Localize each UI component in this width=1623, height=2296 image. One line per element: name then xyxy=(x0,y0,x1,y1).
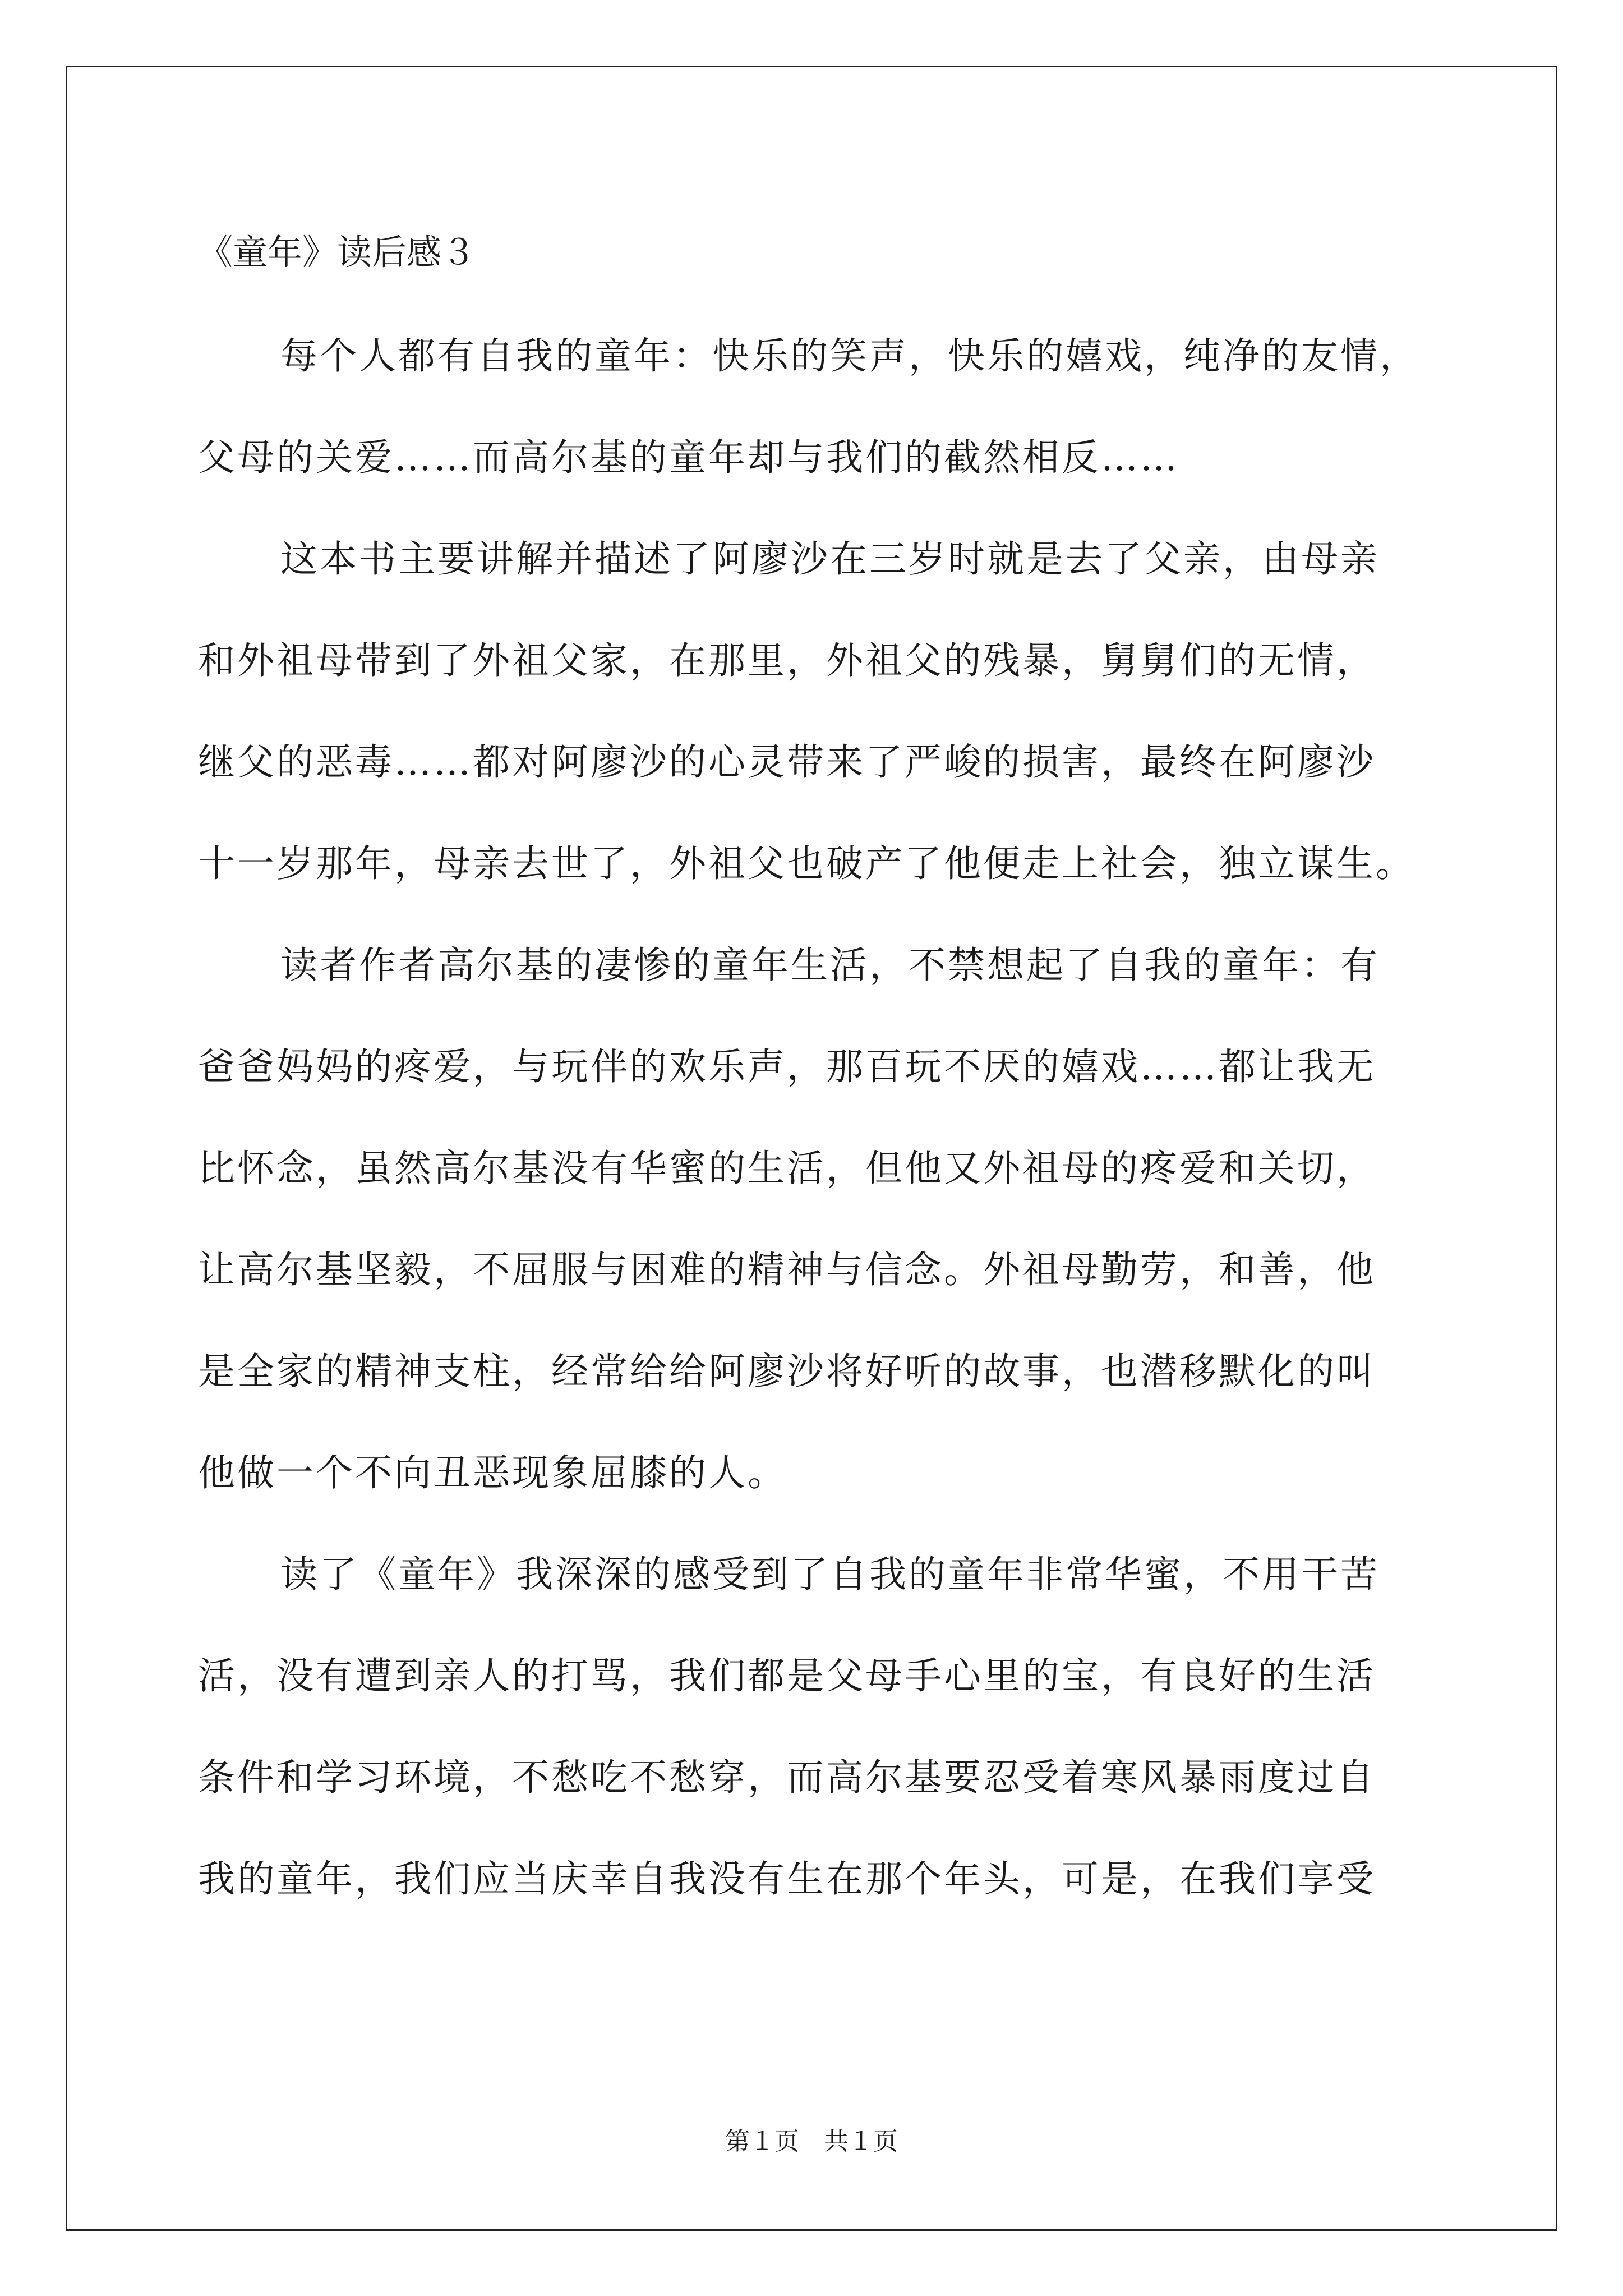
paragraph-1-line-1: 每个人都有自我的童年：快乐的笑声，快乐的嬉戏，纯净的友情， xyxy=(280,334,1419,378)
paragraph-4-line-1: 读了《童年》我深深的感受到了自我的童年非常华蜜，不用干苦 xyxy=(280,1553,1380,1596)
paragraph-3-line-1: 读者作者高尔基的凄惨的童年生活，不禁想起了自我的童年：有 xyxy=(280,944,1380,987)
paragraph-3-line-4: 让高尔基坚毅，不屈服与困难的精神与信念。外祖母勤劳，和善，他 xyxy=(198,1248,1376,1291)
paragraph-2-line-2: 和外祖母带到了外祖父家，在那里，外祖父的残暴，舅舅们的无情， xyxy=(198,639,1376,682)
paragraph-4-line-3: 条件和学习环境，不愁吃不愁穿，而高尔基要忍受着寒风暴雨度过自 xyxy=(198,1756,1376,1799)
paragraph-3-line-2: 爸爸妈妈的疼爱，与玩伴的欢乐声，那百玩不厌的嬉戏……都让我无 xyxy=(198,1045,1376,1088)
paragraph-2-line-1: 这本书主要讲解并描述了阿廖沙在三岁时就是去了父亲，由母亲 xyxy=(280,537,1380,581)
paragraph-4-line-4: 我的童年，我们应当庆幸自我没有生在那个年头，可是，在我们享受 xyxy=(198,1857,1376,1901)
paragraph-4-line-2: 活，没有遭到亲人的打骂，我们都是父母手心里的宝，有良好的生活 xyxy=(198,1654,1376,1697)
paragraph-2-line-3: 继父的恶毒……都对阿廖沙的心灵带来了严峻的损害，最终在阿廖沙 xyxy=(198,740,1376,784)
paragraph-2-line-4: 十一岁那年，母亲去世了，外祖父也破产了他便走上社会，独立谋生。 xyxy=(198,842,1415,885)
paragraph-3-line-6: 他做一个不向丑恶现象屈膝的人。 xyxy=(198,1451,787,1494)
paragraph-3-line-3: 比怀念，虽然高尔基没有华蜜的生活，但他又外祖母的疼爱和关切， xyxy=(198,1147,1376,1190)
document-title: 《童年》读后感３ xyxy=(198,232,477,273)
page-footer: 第１页 共１页 xyxy=(725,2127,898,2156)
paragraph-3-line-5: 是全家的精神支柱，经常给给阿廖沙将好听的故事，也潜移默化的叫 xyxy=(198,1350,1376,1393)
paragraph-1-line-2: 父母的关爱……而高尔基的童年却与我们的截然相反…… xyxy=(198,436,1179,479)
